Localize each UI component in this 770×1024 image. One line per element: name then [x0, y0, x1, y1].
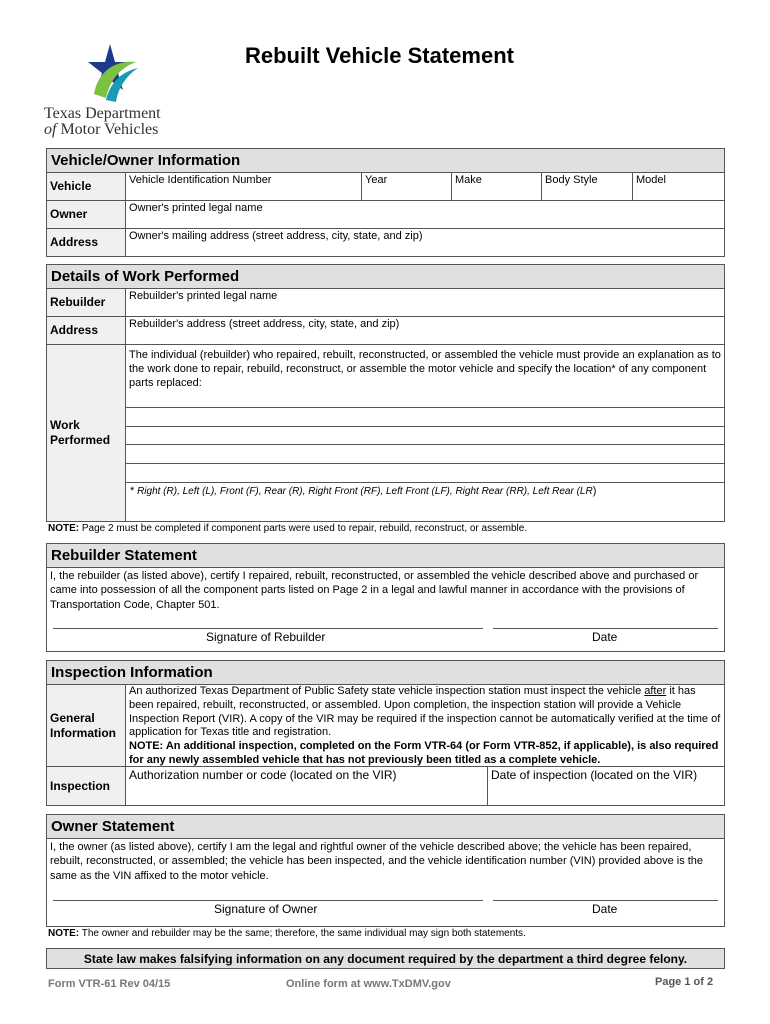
inspection-label: Inspection — [47, 767, 126, 805]
note-page2-text: Page 2 must be completed if component parts were used to repair, rebuild, reconstruct, or assemble. — [79, 523, 528, 534]
inspection-heading: Inspection Information — [47, 661, 724, 685]
owner-address-row — [47, 229, 724, 256]
inspection-row — [47, 767, 724, 805]
owner-signature-caption: Signature of Owner — [214, 902, 318, 917]
owner-date-caption: Date — [592, 902, 618, 917]
note-page2-label: NOTE: — [48, 523, 80, 534]
work-instructions: The individual (rebuilder) who repaired, rebuilt, reconstructed, or assembled the vehicle must provide an explanation as to the work done to repair, rebuild, reconstruct, or assemble the motor vehicle and specify the location* of any component parts replaced: — [126, 345, 724, 408]
work-line[interactable] — [126, 427, 724, 446]
work-label-line2: Performed — [50, 433, 111, 447]
location-footnote — [126, 483, 724, 521]
rebuilder-address-field[interactable]: Rebuilder's address (street address, city, state, and zip) — [129, 318, 400, 330]
vehicle-owner-section — [46, 148, 725, 257]
rebuilder-date-line[interactable] — [493, 628, 718, 629]
logo-of: of — [44, 121, 57, 138]
work-performed-label — [47, 345, 126, 521]
rebuilder-address-label: Address — [47, 317, 126, 344]
inspection-date-field[interactable]: Date of inspection (located on the VIR) — [491, 768, 698, 782]
owner-statement-heading: Owner Statement — [47, 815, 724, 839]
rebuilder-name-field[interactable]: Rebuilder's printed legal name — [129, 290, 278, 302]
address-label: Address — [47, 229, 126, 256]
footnote-close: ) — [592, 484, 597, 497]
page-title: Rebuilt Vehicle Statement — [245, 43, 514, 68]
rebuilder-statement-heading: Rebuilder Statement — [47, 544, 724, 568]
page-number: Page 1 of 2 — [655, 976, 714, 988]
general-text-1: An authorized Texas Department of Public Safety state vehicle inspection station must inspect the vehicle — [129, 685, 645, 697]
body-style-field[interactable]: Body Style — [542, 173, 633, 200]
general-label-line2: Information — [50, 725, 116, 740]
rebuilder-signature-line[interactable] — [53, 628, 483, 629]
work-line[interactable] — [126, 408, 724, 427]
general-note: NOTE: An additional inspection, completed on the Form VTR-64 (or Form VTR-852, if applicable), is also required for any newly assembled vehicle that has not previously been titled as a complete vehicle. — [129, 740, 719, 766]
logo-line1: Texas Department — [44, 105, 161, 122]
logo-wordmark — [44, 106, 161, 138]
note-page2 — [48, 523, 527, 534]
logo-line2: Motor Vehicles — [60, 121, 159, 138]
general-label-line1: General — [50, 710, 95, 725]
general-info-text — [126, 685, 724, 766]
rebuilder-statement-section — [46, 543, 725, 652]
work-performed-area — [126, 345, 724, 521]
owner-row — [47, 201, 724, 229]
vehicle-label: Vehicle — [47, 173, 126, 200]
vehicle-row — [47, 173, 724, 201]
owner-statement-text: I, the owner (as listed above), certify I am the legal and rightful owner of the vehicle described above; the vehicle has been repaired, rebuilt, reconstructed, or assembled; the vehicle has been inspected, and the vehicle identification number (VIN) provided above is the same as the VIN affixed to the motor vehicle. — [50, 841, 704, 882]
rebuilder-date-caption: Date — [592, 630, 618, 645]
owner-address-field[interactable]: Owner's mailing address (street address, city, state, and zip) — [129, 230, 423, 242]
work-heading: Details of Work Performed — [47, 265, 724, 289]
owner-name-field[interactable]: Owner's printed legal name — [129, 202, 263, 214]
work-section — [46, 264, 725, 522]
work-line[interactable] — [126, 445, 724, 464]
note-same-person — [48, 928, 526, 939]
form-number: Form VTR-61 Rev 04/15 — [48, 978, 171, 990]
owner-date-line[interactable] — [493, 900, 718, 901]
work-label-line1: Work — [50, 418, 80, 432]
general-info-label — [47, 685, 126, 766]
footnote-star: * — [130, 484, 135, 497]
rebuilder-statement-text: I, the rebuilder (as listed above), certify I repaired, rebuilt, reconstructed, or assembled the vehicle described above and purchased or came into possession of all the component parts listed on Page 2 in a legal and lawful manner in accordance with the provisions of Transportation Code, Chapter 501. — [50, 570, 699, 611]
note-same-text: The owner and rebuilder may be the same; therefore, the same individual may sign both statements. — [79, 928, 526, 939]
rebuilder-signature-area — [47, 615, 724, 657]
online-form-link[interactable]: Online form at www.TxDMV.gov — [286, 978, 451, 990]
work-performed-row — [47, 345, 724, 521]
owner-statement-section — [46, 814, 725, 927]
note-same-label: NOTE: — [48, 928, 80, 939]
owner-signature-area — [47, 886, 724, 928]
txdmv-star-icon — [76, 42, 146, 104]
footnote-text: Right (R), Left (L), Front (F), Rear (R), Right Front (RF), Left Front (LF), Right Rear (RR), Left Rear (LR — [137, 485, 593, 497]
work-line[interactable] — [126, 464, 724, 483]
year-field[interactable]: Year — [362, 173, 452, 200]
inspection-section — [46, 660, 725, 806]
owner-label: Owner — [47, 201, 126, 228]
rebuilder-address-row — [47, 317, 724, 345]
rebuilder-signature-caption: Signature of Rebuilder — [206, 630, 326, 645]
felony-warning: State law makes falsifying information on any document required by the department a third degree felony. — [46, 948, 725, 969]
general-text-2: it has been repaired, rebuilt, reconstructed, or assembled. Upon completion, the inspection station will provide a Vehicle Inspection Report (VIR). A copy of the VIR may be required if the inspection cannot be automatically verified at the time of application for Texas title and registration. — [129, 685, 721, 739]
general-info-row — [47, 685, 724, 767]
rebuilder-label: Rebuilder — [47, 289, 126, 316]
txdmv-logo — [44, 42, 184, 142]
owner-signature-line[interactable] — [53, 900, 483, 901]
vin-field[interactable]: Vehicle Identification Number — [126, 173, 362, 200]
auth-number-field[interactable]: Authorization number or code (located on the VIR) — [126, 767, 488, 805]
general-after: after — [644, 685, 667, 697]
rebuilder-row — [47, 289, 724, 317]
model-field[interactable]: Model — [636, 174, 666, 186]
make-field[interactable]: Make — [452, 173, 542, 200]
vehicle-owner-heading: Vehicle/Owner Information — [47, 149, 724, 173]
